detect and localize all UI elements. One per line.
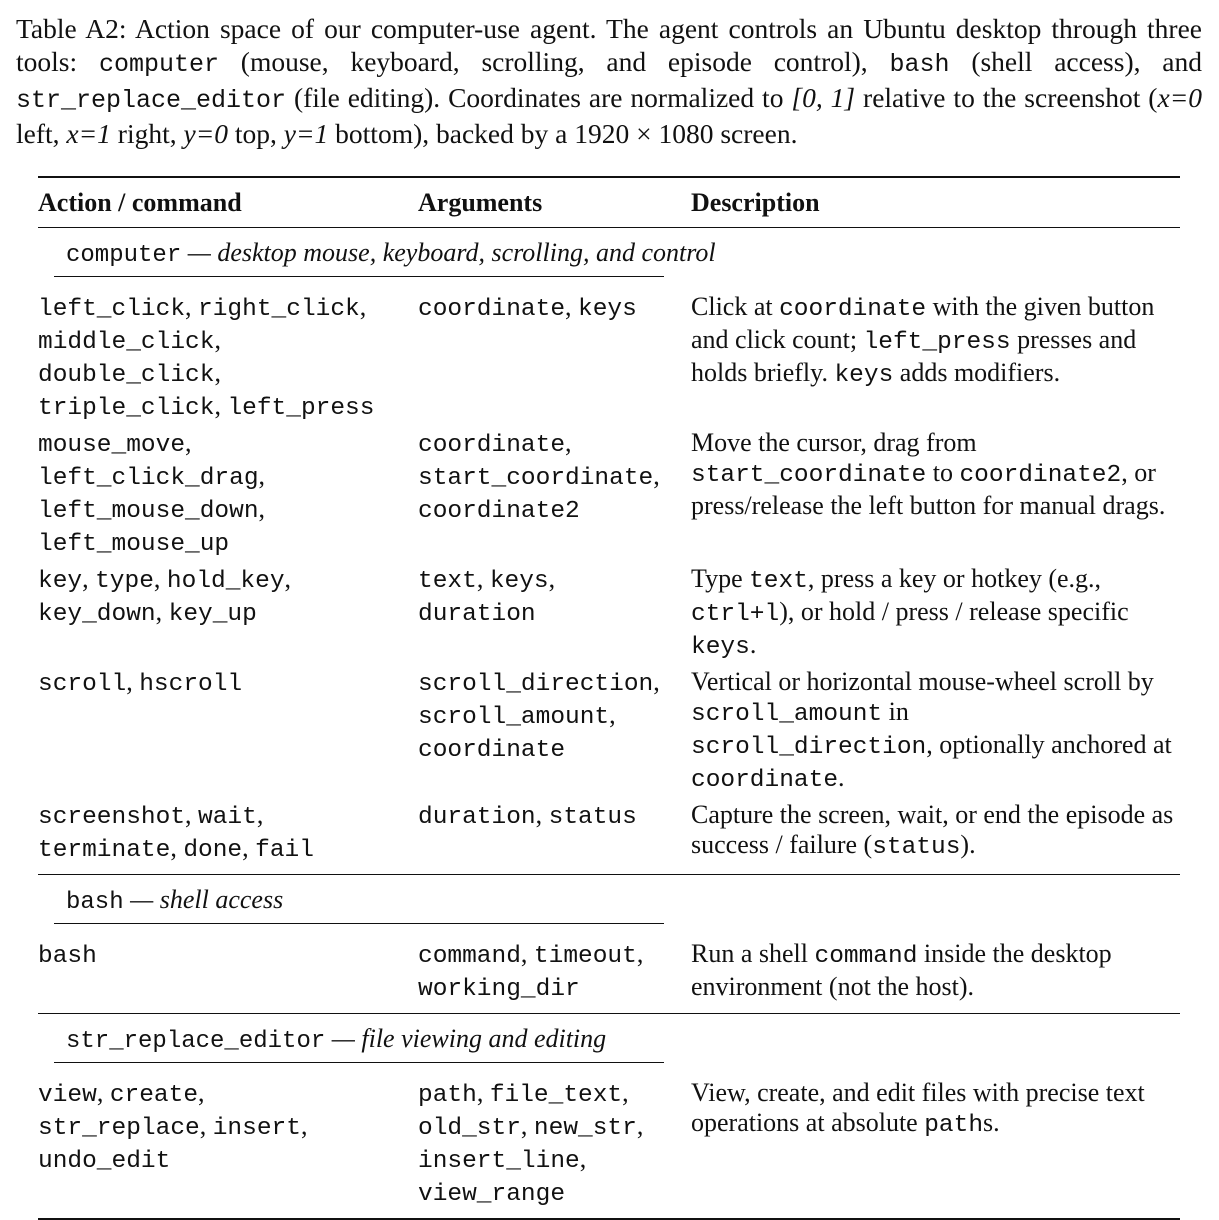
description-cell: View, create, and edit files with precise text operations at absolute paths.	[691, 1078, 1145, 1139]
arguments-cell: coordinate, keys	[418, 292, 637, 323]
caption-text: Table A2: Action space of our computer-use agent. The agent controls an Ubuntu desktop through three tools:	[16, 13, 1202, 77]
description-cell: Click at coordinate with the given button and click count; left_press presses and holds briefly. keys adds modifiers.	[691, 292, 1155, 389]
section-editor	[38, 1014, 1180, 1063]
table-row-editor	[38, 1078, 1180, 1210]
section-computer	[38, 228, 1180, 277]
caption-text: (file editing). Coordinates are normalized to	[286, 82, 792, 113]
caption-text: bottom), backed by a	[328, 118, 575, 149]
section-bash	[38, 875, 1180, 924]
table-row-click	[38, 292, 1180, 424]
caption-tool-bash: bash	[889, 50, 950, 79]
table-row-bash	[38, 939, 1180, 1005]
caption-text: (shell access), and	[949, 46, 1203, 77]
caption-tool-editor: str_replace_editor	[16, 86, 287, 115]
caption-math-x0: x=0	[1157, 82, 1202, 113]
section-tool-name: str_replace_editor	[66, 1028, 326, 1055]
section-title-bash	[54, 875, 283, 923]
description-cell: Vertical or horizontal mouse-wheel scroll by scroll_amount in scroll_direction, optionally anchored at coordinate.	[691, 667, 1172, 794]
arguments-cell: text, keys, duration	[418, 564, 556, 628]
section-title-text: — desktop mouse, keyboard, scrolling, and control	[181, 238, 716, 267]
table-row-scroll	[38, 667, 1180, 796]
caption-text: relative to the screenshot (	[855, 82, 1158, 113]
description-cell: Move the cursor, drag from start_coordinate to coordinate2, or press/release the left button for manual drags.	[691, 428, 1166, 520]
description-cell: Run a shell command inside the desktop environment (not the host).	[691, 939, 1112, 1001]
section-title-text: — shell access	[123, 885, 284, 914]
caption-text: left,	[16, 118, 67, 149]
caption-resolution: 1920 × 1080	[574, 118, 714, 149]
action-cell: scroll, hscroll	[38, 667, 243, 698]
table-caption	[16, 12, 1202, 150]
caption-text: screen.	[713, 118, 798, 149]
caption-text: right,	[110, 118, 184, 149]
caption-math-y1: y=1	[283, 118, 329, 149]
arguments-cell: command, timeout, working_dir	[418, 939, 644, 1003]
caption-text: top,	[228, 118, 284, 149]
header-action: Action / command	[38, 187, 242, 217]
action-cell: screenshot, wait, terminate, done, fail	[38, 800, 314, 864]
section-tool-name: computer	[66, 242, 182, 269]
header-description: Description	[691, 187, 820, 217]
caption-tool-computer: computer	[98, 50, 219, 79]
arguments-cell: coordinate, start_coordinate, coordinate2	[418, 428, 660, 525]
caption-math-x1: x=1	[66, 118, 111, 149]
section-title-text: — file viewing and editing	[325, 1024, 607, 1053]
header-arguments: Arguments	[418, 187, 543, 217]
caption-text: (mouse, keyboard, scrolling, and episode control),	[218, 46, 890, 77]
arguments-cell: scroll_direction, scroll_amount, coordinate	[418, 667, 660, 764]
caption-math-y0: y=0	[183, 118, 229, 149]
table-row-keyboard	[38, 564, 1180, 663]
description-cell: Type text, press a key or hotkey (e.g., ctrl+l), or hold / press / release specific keys.	[691, 564, 1129, 661]
action-cell: view, create, str_replace, insert, undo_edit	[38, 1078, 308, 1175]
arguments-cell: duration, status	[418, 800, 637, 831]
section-title-editor	[54, 1014, 606, 1062]
section-tool-name: bash	[66, 889, 124, 916]
action-cell: mouse_move, left_click_drag, left_mouse_down, left_mouse_up	[38, 428, 266, 558]
table-row-mouse	[38, 428, 1180, 560]
description-cell: Capture the screen, wait, or end the episode as success / failure (status).	[691, 800, 1174, 861]
action-cell: left_click, right_click, middle_click, double_click, triple_click, left_press	[38, 292, 375, 422]
action-space-table	[38, 176, 1180, 1220]
action-cell: key, type, hold_key, key_down, key_up	[38, 564, 292, 628]
action-cell: bash	[38, 943, 97, 970]
caption-interval: [0, 1]	[791, 82, 856, 113]
section-title-computer	[54, 228, 716, 276]
table-row-control	[38, 800, 1180, 866]
arguments-cell: path, file_text, old_str, new_str, insert_line, view_range	[418, 1078, 644, 1208]
header-row	[38, 178, 1180, 227]
